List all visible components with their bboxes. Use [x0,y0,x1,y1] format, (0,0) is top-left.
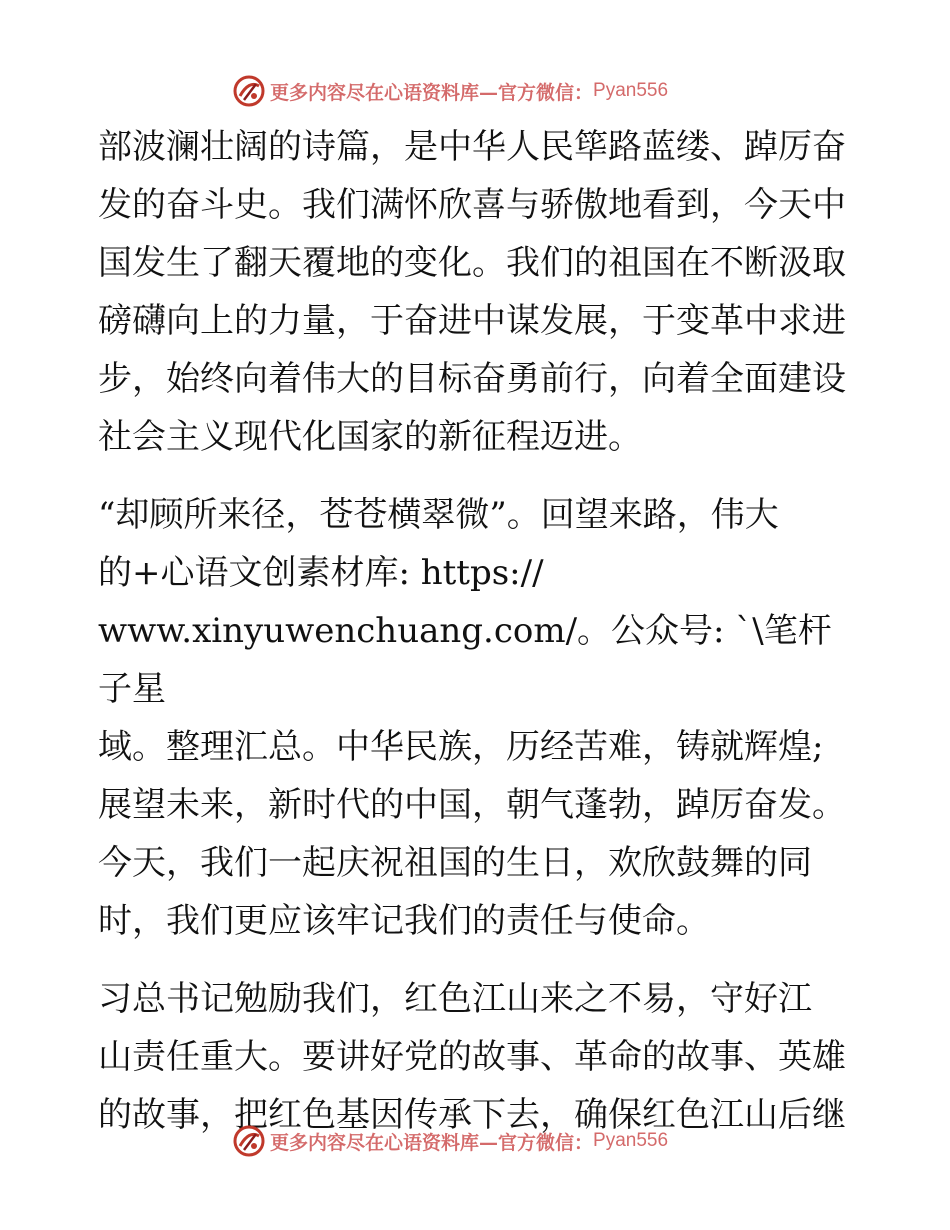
watermark-text: 更多内容尽在心语资料库—官方微信： [270,1131,594,1154]
brand-logo-icon [232,1124,266,1158]
document-body [98,118,858,1144]
header-watermark [232,74,668,108]
brand-logo-icon [232,74,266,108]
paragraph: 习总书记勉励我们，红色江山来之不易，守好江 山责任重大。要讲好党的故事、革命的故事、英雄 的故事，把红色基因传承下去，确保红色江山后继 [98,979,846,1135]
watermark-wechat-id: Pyan556 [593,80,669,101]
footer-watermark [232,1124,668,1158]
watermark-wechat-id: Pyan556 [593,1130,669,1151]
watermark-text: 更多内容尽在心语资料库—官方微信： [270,81,594,104]
paragraph: 部波澜壮阔的诗篇，是中华人民筚路蓝缕、踔厉奋 发的奋斗史。我们满怀欣喜与骄傲地看到，今天中 国发生了翻天覆地的变化。我们的祖国在不断汲取 磅礴向上的力量，于奋进中谋发展，于变革中求进 步，始终向着伟大的目标奋勇前行，向着全面建设 社会主义现代化国家的新征程迈进。 [98,127,846,457]
paragraph: “却顾所来径，苍苍横翠微”。回望来路，伟大 的+心语文创素材库: https:// www.xinyuwenchuang.com/。公众号: `\笔杆子星 域。整理汇总。中华民族，历经苦难，铸就辉煌; 展望未来，新时代的中国，朝气蓬勃，踔厉奋发。 今天，我们一起庆祝祖国的生日，欢欣鼓舞的同 时，我们更应该牢记我们的责任与使命。 [98,495,846,941]
